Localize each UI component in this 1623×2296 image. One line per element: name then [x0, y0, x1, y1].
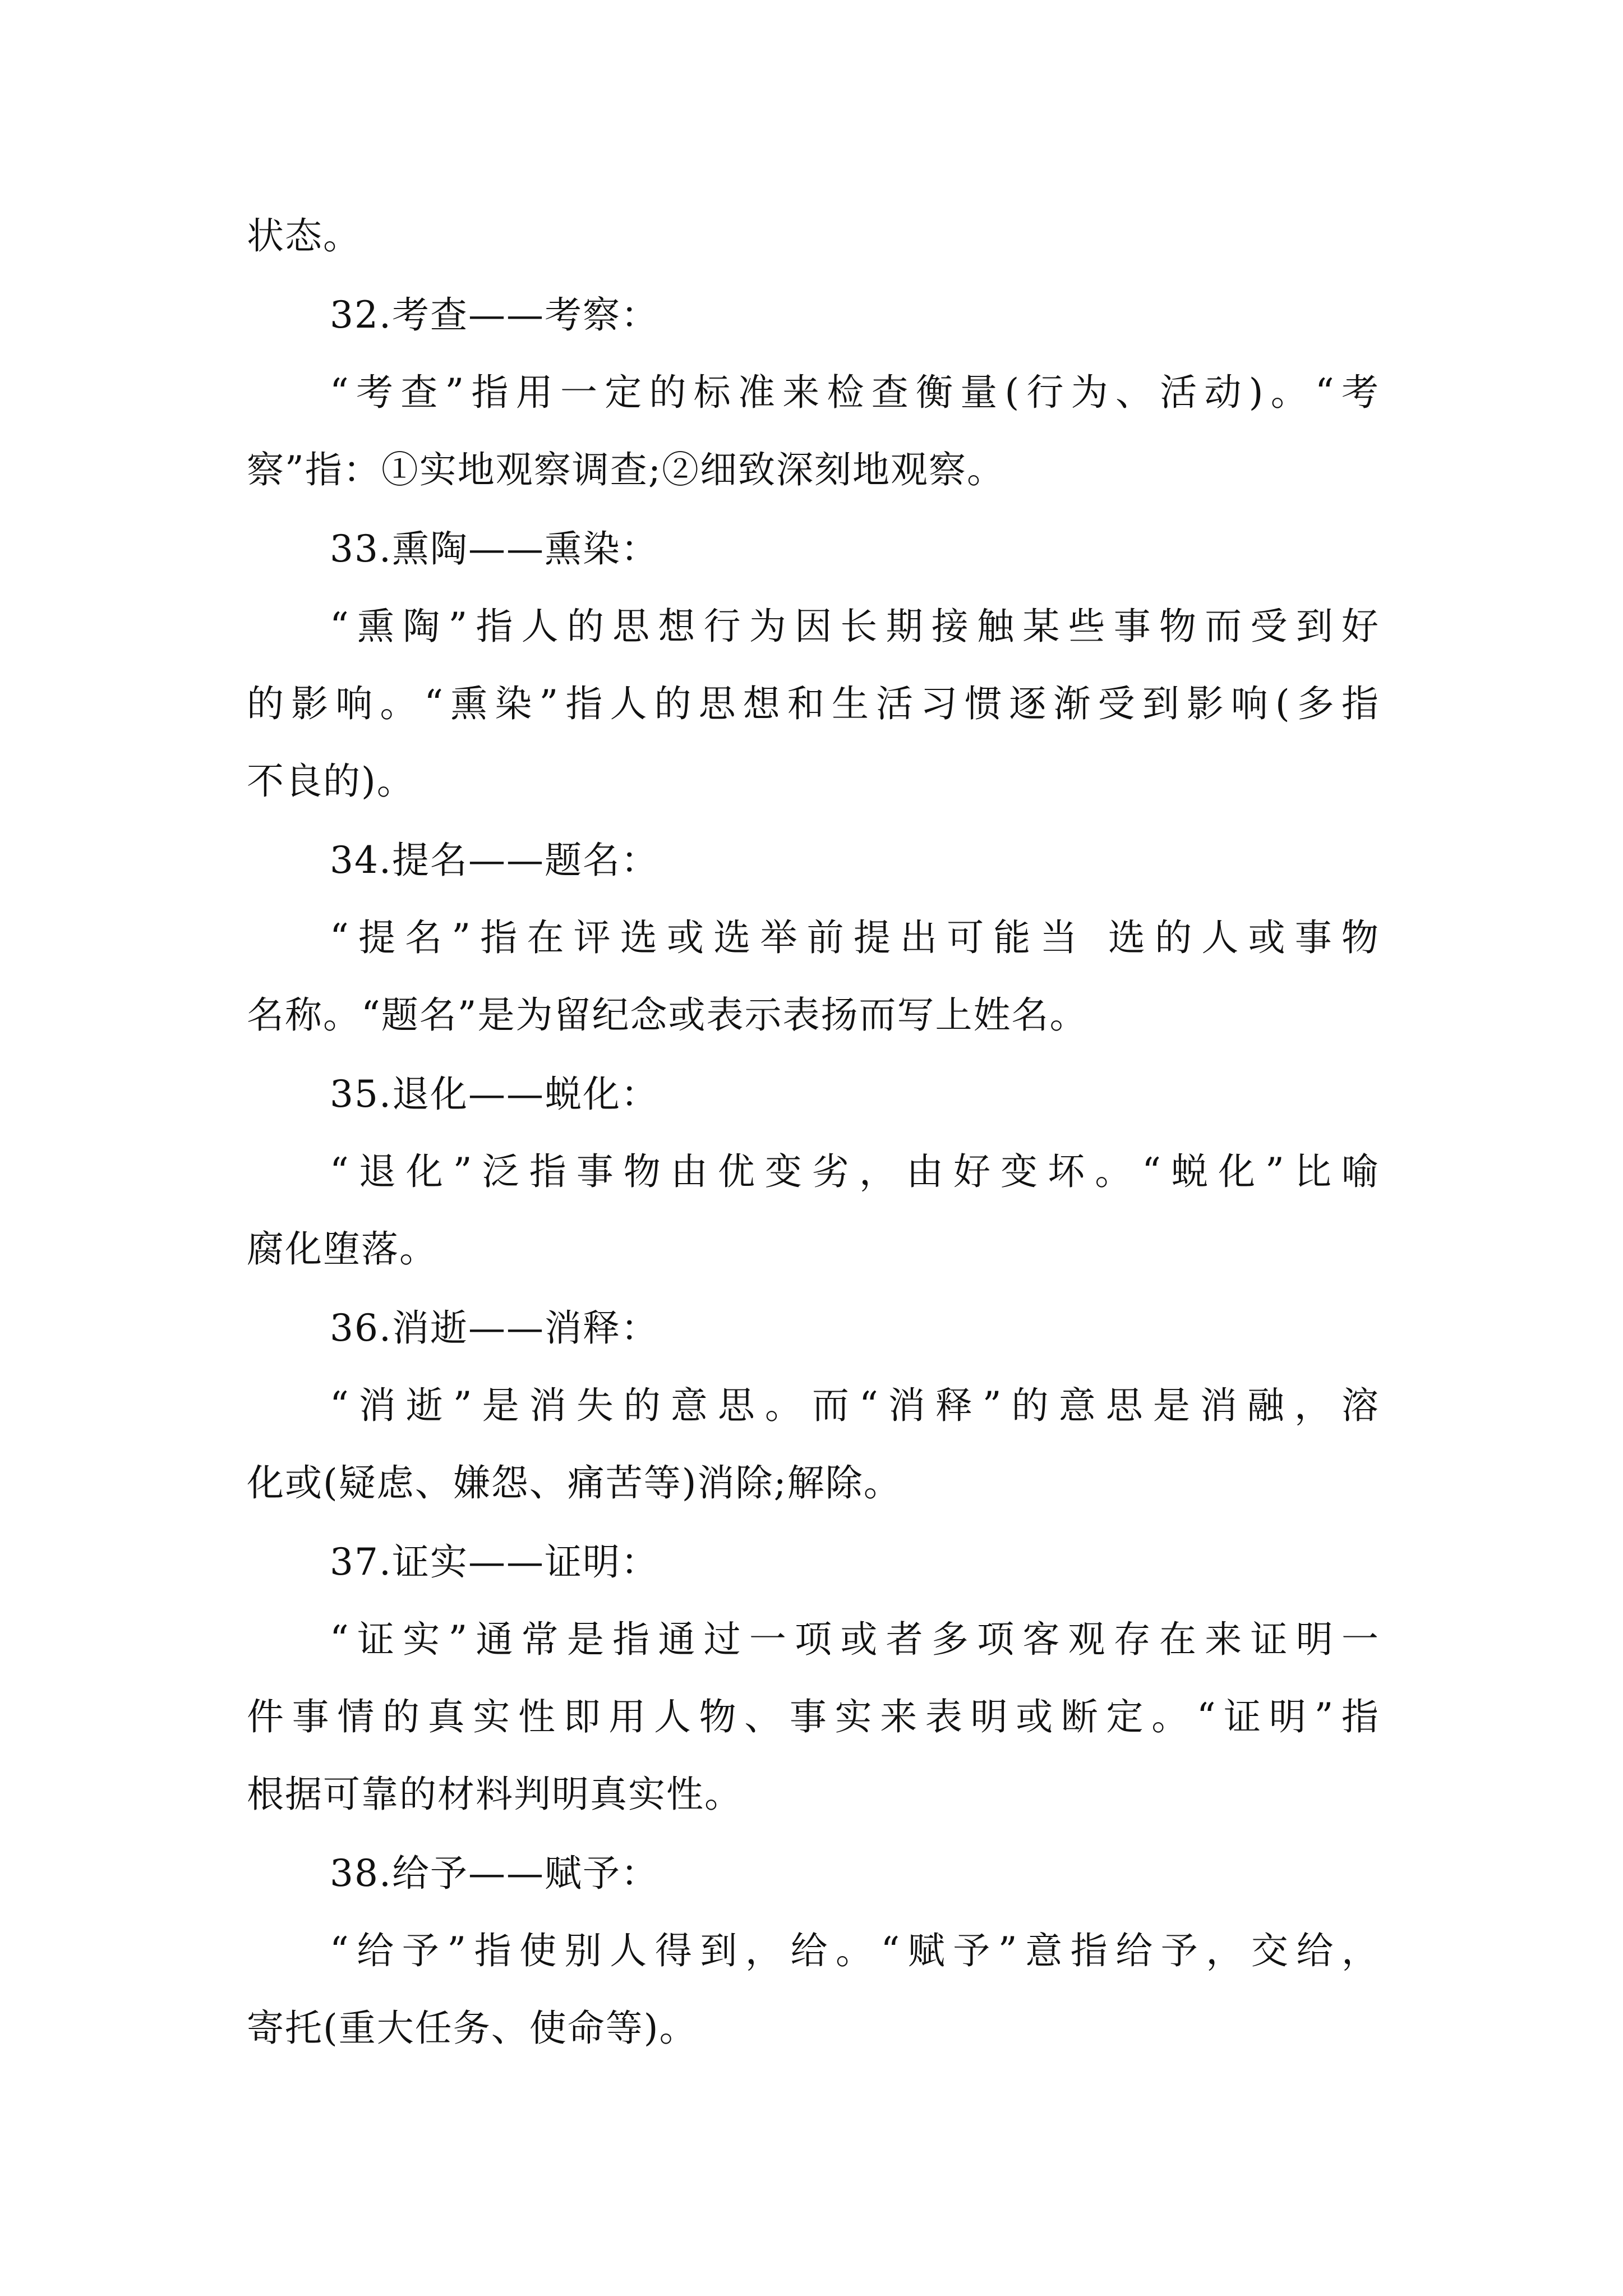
- section-heading: 32.考查——考察：: [330, 293, 659, 337]
- text-line: 不良的)。: [247, 760, 415, 803]
- text-line: “熏陶”指人的思想行为因长期接触某些事物而受到好: [330, 605, 1380, 648]
- section-heading: 37.证实——证明：: [330, 1540, 659, 1584]
- text-line: 化或(疑虑、嫌怨、痛苦等)消除;解除。: [247, 1461, 902, 1504]
- text-line: 件事情的真实性即用人物、事实来表明或断定。“证明”指: [247, 1695, 1380, 1738]
- text-line: 腐化堕落。: [247, 1227, 437, 1271]
- section-heading: 34.提名——题名：: [330, 839, 659, 882]
- text-line: “消逝”是消失的意思。而“消释”的意思是消融，溶: [330, 1384, 1380, 1427]
- text-line: 状态。: [247, 214, 361, 257]
- section-heading: 33.熏陶——熏染：: [330, 527, 659, 570]
- text-line: 寄托(重大任务、使命等)。: [247, 2007, 698, 2050]
- text-line: “给予”指使别人得到，给。“赋予”意指给予，交给，: [330, 1929, 1380, 1972]
- text-line: “考查”指用一定的标准来检查衡量(行为、活动)。“考: [330, 371, 1380, 414]
- section-heading: 38.给予——赋予：: [330, 1852, 659, 1895]
- section-heading: 36.消逝——消释：: [330, 1306, 659, 1350]
- text-line: 察”指：①实地观察调查;②细致深刻地观察。: [247, 448, 1005, 491]
- text-line: 根据可靠的材料判明真实性。: [247, 1773, 743, 1816]
- text-line: 名称。“题名”是为留纪念或表示表扬而写上姓名。: [247, 993, 1088, 1037]
- text-line: “退化”泛指事物由优变劣，由好变坏。“蜕化”比喻: [330, 1150, 1380, 1193]
- text-line: “证实”通常是指通过一项或者多项客观存在来证明一: [330, 1618, 1380, 1661]
- text-line: 的影响。“熏染”指人的思想和生活习惯逐渐受到影响(多指: [247, 682, 1380, 725]
- section-heading: 35.退化——蜕化：: [330, 1073, 659, 1116]
- text-line: “提名”指在评选或选举前提出可能当 选的人或事物: [330, 916, 1380, 959]
